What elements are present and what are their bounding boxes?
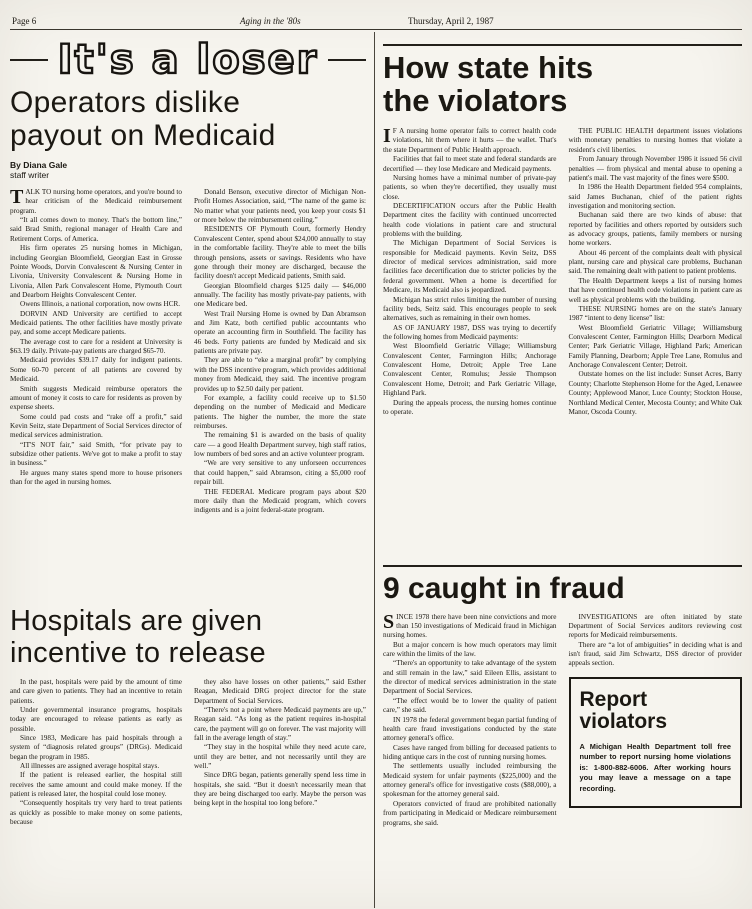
paragraph: During the appeals process, the nursing homes continue to operate. (383, 398, 557, 416)
paragraph: The Health Department keeps a list of nursing homes that have continued health code violations in patient care as well as physical problems with the building. (568, 276, 742, 304)
paragraph: Under governmental insurance programs, hospitals today are encouraged to release patients as early as possible. (10, 705, 182, 733)
paragraph: West Trail Nursing Home is owned by Dan Abramson and Jim Katz, both certified public accountants who operate an accounting firm in Southfield. The facility has 46 beds. Forty patients are funded by Medicaid and six patients are private pay. (194, 309, 366, 356)
lead-text: ALK TO nursing home operators, and you're bound to hear criticism of the Medicaid reimbursement program. (10, 188, 182, 215)
paragraph: Some could pad costs and “rake off a profit,” said Kevin Seitz, state Department of Social Services director of medical services administration. (10, 412, 182, 440)
paragraph: He argues many states spend more to house prisoners than for the aged in nursing homes. (10, 468, 182, 487)
lead-paragraph (10, 188, 182, 216)
paragraph: INVESTIGATIONS are often initiated by state Department of Social Services auditors reviewing cost reports for Medicaid reimbursements. (568, 612, 742, 640)
section-divider (374, 32, 375, 908)
report-box-text: A Michigan Health Department toll free number to report nursing home violations is: 1-800-882-6006. After working hours you may leave a message on a tape recording. (579, 742, 731, 793)
hospitals-headline (10, 606, 366, 670)
paragraph: Facilities that fail to meet state and federal standards are decertified — they lose Medicare and Medicaid payments. (383, 155, 557, 173)
paragraph: In the past, hospitals were paid by the amount of time and care given to patients. They had an incentive to retain patients. (10, 677, 182, 705)
display-headline: It's a loser (57, 37, 319, 83)
drop-cap: T (10, 186, 24, 208)
paragraph: Since 1983, Medicare has paid hospitals through a system of “diagnosis related groups” (DRGs). Medicaid began the program in 1985. (10, 733, 182, 761)
fraud-headline: 9 caught in fraud (383, 572, 625, 606)
page-header (10, 4, 742, 30)
paragraph: “They stay in the hospital while they need acute care, until they are better, and not necessarily until they are well.” (194, 743, 366, 771)
paragraph: About 46 percent of the complaints dealt with physical plant, nursing care and physical care problems, Buchanan said. The remaining dealt with patient to patient problems. (568, 248, 742, 276)
headline-line-2: violators (579, 710, 668, 734)
byline-title: staff writer (10, 170, 50, 180)
drop-cap: S (383, 610, 395, 633)
paragraph: The settlements usually included reimbursing the Medicaid system for unfair payments ($225,000) and the attorney general's office for investigative costs ($88,000), a spokesman for the attorney general said. (383, 762, 557, 799)
paragraph: Cases have ranged from billing for deceased patients to hiding antique cars in the cost of running nursing homes. (383, 743, 557, 761)
headline-line-2: the violators (383, 82, 568, 118)
paragraph: “It all comes down to money. That's the bottom line,” said Brad Smith, regional manager of Health Care and Retirement Corps. of America. (10, 216, 182, 243)
hospitals-column-1 (10, 678, 182, 828)
paragraph: THE FEDERAL Medicare program pays about $20 more daily than the Medicaid program, which covers indigents and is a joint federal-state program. (194, 487, 366, 515)
headline-line-1: How state hits (383, 50, 594, 85)
fraud-columns (383, 610, 742, 828)
page-number: Page 6 (12, 16, 37, 26)
hospitals-column-2 (194, 678, 366, 828)
paragraph: Medicaid provides $39.17 daily for indigent patients. Some 60-70 percent of all patients are covered by Medicaid. (10, 356, 182, 384)
fraud-column-2 (569, 613, 743, 828)
paragraph: West Bloomfield Geriatric Village; Williamsburg Convalescent Center, Farmington Hills; Anchorage Convalescent Home, Detroit; Apple Tree Lane Convalescent Center, Romulus; Jessie Thompson Convalescent Home, Detroit; and Park Geriatric Village, Highland Park. (383, 342, 557, 398)
headline-rule-top (383, 44, 742, 46)
headline-line-1: Operators dislike (10, 86, 241, 119)
paragraph-list (569, 613, 743, 669)
paragraph: DECERTIFICATION occurs after the Public Health Department cites the facility with continued uncorrected health code violations in patient care and structural problems with the building. (383, 201, 557, 239)
paragraph: Georgian Bloomfield charges $125 daily — $46,000 annually. The facility has mostly private-pay patients, with one Medicare bed. (194, 281, 366, 309)
paragraph: For example, a facility could receive up to $1.50 depending on the number of Medicaid and Medicare patients. The higher the number, the more the state reimburses. (194, 393, 366, 430)
paragraph: RESIDENTS OF Plymouth Court, formerly Hendry Convalescent Center, spend about $24,000 annually to stay in the comfortable facility. They're able to meet the bills through pensions, assets or savings. Residents who have gone through their money are discharged, because the facility doesn't accept Medicaid patients, Smith said. (194, 225, 366, 281)
paragraph: Outstate homes on the list include: Sunset Acres, Barry County; Charlotte Stephenson Home for the Aged, Lenawee County; Applewood Manor, Luce County; Stockton House, Northland Medical Center, Mecosta County; and White Oak Manor, Oscoda County. (568, 370, 742, 416)
paragraph: AS OF JANUARY 1987, DSS was trying to decertify the following homes from Medicaid payments: (383, 323, 557, 341)
violators-headline (383, 52, 742, 117)
paragraph-list (383, 155, 557, 417)
violators-section (383, 30, 742, 908)
page-content (10, 30, 742, 908)
paragraph: The remaining $1 is awarded on the basis of quality care — a good Health Department survey, high staff ratios, low numbers of bed sores and an active volunteer program. (194, 431, 366, 459)
paragraph: Michigan has strict rules limiting the number of nursing facility beds, Seitz said. This encourages people to seek alternatives, such as remaining in their own homes. (383, 295, 557, 323)
lead-paragraph (383, 127, 557, 155)
paragraph: Since DRG began, patients generally spend less time in hospitals, she said. “But it doesn't necessarily mean that they are being discharged too early. Maybe the person was being kept in the hospital too long before.” (194, 771, 366, 808)
paragraph: they also have losses on other patients,” said Esther Reagan, Medicaid DRG project director for the state Department of Social Services. (194, 677, 366, 705)
publication-title: Aging in the '80s (240, 16, 301, 26)
medicaid-column-2 (194, 188, 366, 586)
paragraph: His firm operates 25 nursing homes in Michigan, including Georgian Bloomfield, Georgian East in Grosse Pointe Woods, Dorvin Convalescent & Nursing Center in Livonia, University Convalescent & Nursing Home in Livonia, Allen Park Convalescent Home, Plymouth Court and Dearborn Heights Convalescent Center. (10, 244, 182, 299)
paragraph: THE PUBLIC HEALTH department issues violations with monetary penalties to nursing homes that violate a resident's civil liberties. (568, 127, 742, 154)
medicaid-headline (10, 86, 366, 152)
lead-text: F A nursing home operator fails to correct health code violations, hit them where it hurts — the wallet. That's the state Department of Public Health approach. (383, 127, 557, 154)
paragraph: Nursing homes have a minimal number of private-pay patients, so when they're decertified, they usually must close. (383, 173, 557, 201)
paragraph: Buchanan said there are two kinds of abuse: that reported by facilities and others reported by outsiders such as advocacy groups, patients, family members or nursing home workers. (568, 211, 742, 248)
paragraph: If the patient is released earlier, the hospital still receives the same amount and could make money. If the patient is released later, the hospital could lose money. (10, 771, 182, 799)
paragraph: “IT'S NOT fair,” said Smith, “for private pay to subsidize other patients. We've got to make a profit to stay in business.” (10, 440, 182, 468)
paragraph: “There's not a point where Medicaid payments are up,” Reagan said. “As long as the patient requires in-hospital care, the payment will go on forever. The vast majority will fall in the average length of stay.” (194, 705, 366, 742)
byline (10, 160, 366, 180)
lead-paragraph (383, 610, 557, 641)
paragraph: In 1986 the Health Department fielded 954 complaints, said James Buchanan, chief of the patient rights investigation and monitoring section. (568, 183, 742, 210)
headline-line-1: Hospitals are given (10, 605, 263, 637)
paragraph-list (569, 127, 743, 417)
lead-text: INCE 1978 there have been nine convictions and more than 150 investigations of Medicaid fraud in Michigan nursing homes. (383, 612, 557, 640)
medicaid-section (10, 30, 366, 908)
paragraph: DORVIN AND University are certified to accept Medicaid patients. The other facilities have mostly private pay, and some accept Medicare patients. (10, 309, 182, 337)
paragraph-list (194, 188, 366, 516)
paragraph: The average cost to care for a resident at University is $63.19 daily. Private-pay patients are charged $65-70. (10, 337, 182, 356)
headline-line-2: payout on Medicaid (10, 119, 276, 152)
display-headline-row (10, 37, 366, 83)
paragraph: Owens Illinois, a national corporation, now owns HCR. (20, 300, 181, 309)
headline-line-1: Report (579, 687, 648, 711)
paragraph: “Consequently hospitals try very hard to treat patients as quickly as possible to make money on some patients, because (10, 799, 182, 827)
fraud-headline-rule (383, 565, 742, 567)
paragraph: But a major concern is how much operators may limit care within the limits of the law. (383, 640, 557, 659)
medicaid-column-1 (10, 188, 182, 586)
paragraph: All illnesses are assigned average hospital stays. (20, 762, 160, 771)
violators-columns (383, 127, 742, 551)
paragraph: “We are very sensitive to any unforseen occurrences that could happen,” said Abramson, citing a $5,000 roof repair bill. (194, 459, 366, 487)
issue-date: Thursday, April 2, 1987 (408, 16, 494, 26)
paragraph-list (10, 678, 182, 828)
headline-line-2: incentive to release (10, 636, 266, 669)
paragraph: “There's an opportunity to take advantage of the system and still remain in the law,” said Eileen Ellis, assistant to the director of medical services administration in the state Department of Social Services. (383, 659, 557, 696)
report-box-headline (580, 689, 732, 734)
headline-rule-right (328, 59, 366, 61)
paragraph: From January through November 1986 it issued 56 civil penalties — from physical and mental abuse to opening a patient's mail. The vast majority of the fines were $500. (568, 155, 742, 182)
paragraph: Operators convicted of fraud are prohibited nationally from participating in Medicaid or Medicare reimbursement programs, she said. (383, 799, 557, 827)
medicaid-columns (10, 188, 366, 586)
headline-rule-left (10, 59, 48, 61)
paragraph: Smith suggests Medicaid reimburse operators the amount of money it costs to care for residents as proven by expense sheets. (10, 384, 182, 412)
paragraph: Donald Benson, executive director of Michigan Non-Profit Homes Association, said, “The name of the game is: No matter what your patients need, you keep your costs $1 or more below the reimbursement ceiling.” (194, 188, 366, 225)
violators-column-2 (569, 127, 743, 551)
drop-cap: I (383, 125, 391, 148)
paragraph-list (383, 641, 557, 828)
paragraph-list (10, 216, 182, 487)
hospitals-columns (10, 678, 366, 828)
paragraph-list (194, 678, 366, 809)
fraud-column-1 (383, 610, 557, 828)
paragraph: There are “a lot of ambiguities” in deciding what is and isn't fraud, said Jim Schwartz, DSS director of provider appeals section. (568, 640, 742, 668)
paragraph: THESE NURSING homes are on the state's January 1987 “intent to deny license” list: (568, 304, 742, 323)
paragraph: “The effect would be to lower the quality of patient care,” she said. (383, 696, 557, 715)
paragraph: West Bloomfield Geriatric Village; Williamsburg Convalescent Center, Farmington Hills; Dearborn Medical Center; Park Geriatric Village, Highland Park; American Family Planning, Dearborn; Apple Tree Lane, Romulus and Anchorage Convalescent Center; Detroit. (568, 323, 742, 370)
paragraph: IN 1978 the federal government began partial funding of health care fraud investigations conducted by the state attorney general's office. (383, 715, 557, 743)
paragraph: They are able to “eke a marginal profit” by complying with the DSS incentive program, which provides additional money from Medicaid, they said. The incentive program provides up to $2.50 daily per patient. (194, 356, 366, 393)
paragraph: The Michigan Department of Social Services is responsible for Medicaid payments. Kevin Seitz, DSS director of medical services administration, said more facilities face decertification due to stricter policies by the federal government. When a home is decertified for Medicare, its Medicaid also is jeopardized. (383, 239, 557, 295)
byline-name: By Diana Gale (10, 160, 68, 170)
violators-column-1 (383, 127, 557, 551)
report-violators-box (569, 677, 743, 808)
